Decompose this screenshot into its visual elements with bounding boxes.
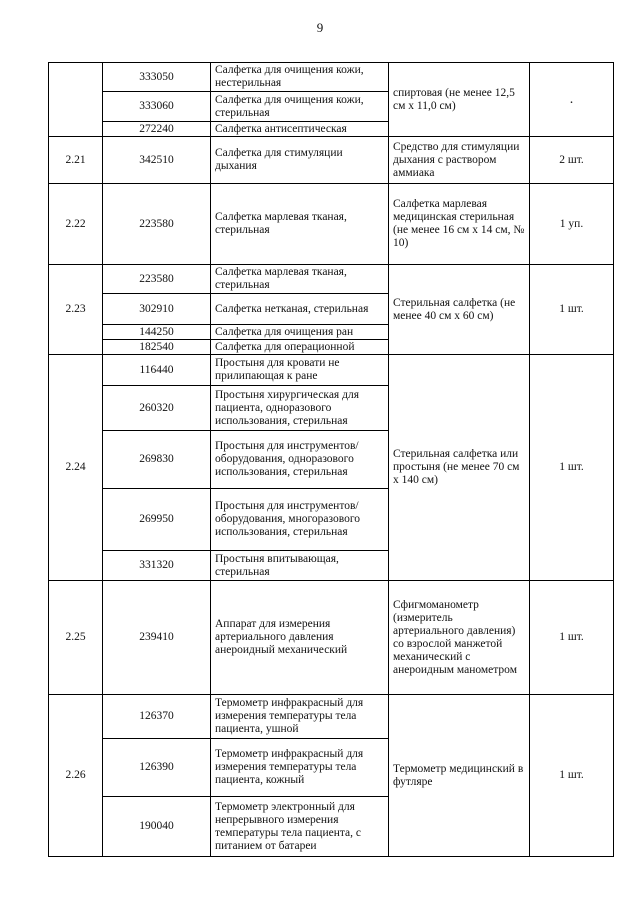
quantity: . (530, 63, 614, 137)
page-number: 9 (316, 20, 324, 35)
quantity: 1 шт. (530, 581, 614, 695)
item-name: Салфетка для стимуляции дыхания (211, 137, 389, 184)
row-number: 2.26 (49, 695, 103, 857)
requirement: Стерильная салфетка или простыня (не менее 70 см х 140 см) (389, 355, 530, 581)
table-row (49, 137, 614, 184)
item-code: 269950 (103, 489, 211, 551)
item-name: Салфетка марлевая тканая, стерильная (211, 265, 389, 294)
requirement: Салфетка марлевая медицинская стерильная (не менее 16 см х 14 см, № 10) (389, 184, 530, 265)
quantity: 1 шт. (530, 695, 614, 857)
item-name: Термометр инфракрасный для измерения температуры тела пациента, ушной (211, 695, 389, 739)
row-number (49, 63, 103, 137)
item-code: 126390 (103, 739, 211, 797)
table-row (49, 265, 614, 294)
quantity: 2 шт. (530, 137, 614, 184)
row-number: 2.25 (49, 581, 103, 695)
item-code: 333050 (103, 63, 211, 92)
table-row (49, 695, 614, 739)
table-row (49, 184, 614, 265)
row-number: 2.22 (49, 184, 103, 265)
item-code: 116440 (103, 355, 211, 386)
requirement: Средство для стимуляции дыхания с раствором аммиака (389, 137, 530, 184)
item-name: Аппарат для измерения артериального давления анероидный механический (211, 581, 389, 695)
equipment-table (48, 62, 614, 857)
row-number: 2.21 (49, 137, 103, 184)
requirement: спиртовая (не менее 12,5 см х 11,0 см) (389, 63, 530, 137)
item-name: Салфетка нетканая, стерильная (211, 294, 389, 325)
item-code: 182540 (103, 340, 211, 355)
requirement: Сфигмоманометр (измеритель артериального давления) со взрослой манжетой механический с анероидным манометром (389, 581, 530, 695)
item-code: 333060 (103, 92, 211, 122)
item-code: 223580 (103, 265, 211, 294)
item-name: Салфетка для операционной (211, 340, 389, 355)
item-name: Простыня для инструментов/оборудования, многоразового использования, стерильная (211, 489, 389, 551)
row-number: 2.23 (49, 265, 103, 355)
quantity: 1 уп. (530, 184, 614, 265)
item-code: 223580 (103, 184, 211, 265)
item-code: 190040 (103, 797, 211, 857)
quantity: 1 шт. (530, 265, 614, 355)
requirement: Термометр медицинский в футляре (389, 695, 530, 857)
item-code: 342510 (103, 137, 211, 184)
item-name: Простыня для кровати не прилипающая к ране (211, 355, 389, 386)
quantity: 1 шт. (530, 355, 614, 581)
item-code: 239410 (103, 581, 211, 695)
item-name: Салфетка марлевая тканая, стерильная (211, 184, 389, 265)
item-name: Салфетка для очищения ран (211, 325, 389, 340)
item-code: 331320 (103, 551, 211, 581)
item-code: 126370 (103, 695, 211, 739)
table-row (49, 63, 614, 92)
item-name: Салфетка для очищения кожи, стерильная (211, 92, 389, 122)
item-name: Термометр инфракрасный для измерения температуры тела пациента, кожный (211, 739, 389, 797)
item-code: 272240 (103, 122, 211, 137)
item-name: Простыня хирургическая для пациента, одноразового использования, стерильная (211, 386, 389, 431)
requirement: Стерильная салфетка (не менее 40 см х 60 см) (389, 265, 530, 355)
item-code: 144250 (103, 325, 211, 340)
item-name: Простыня для инструментов/оборудования, одноразового использования, стерильная (211, 431, 389, 489)
item-name: Салфетка антисептическая (211, 122, 389, 137)
item-code: 302910 (103, 294, 211, 325)
table-row (49, 355, 614, 386)
item-code: 260320 (103, 386, 211, 431)
item-name: Термометр электронный для непрерывного измерения температуры тела пациента, с питанием от батареи (211, 797, 389, 857)
item-code: 269830 (103, 431, 211, 489)
table-row (49, 581, 614, 695)
item-name: Простыня впитывающая, стерильная (211, 551, 389, 581)
row-number: 2.24 (49, 355, 103, 581)
item-name: Салфетка для очищения кожи, нестерильная (211, 63, 389, 92)
